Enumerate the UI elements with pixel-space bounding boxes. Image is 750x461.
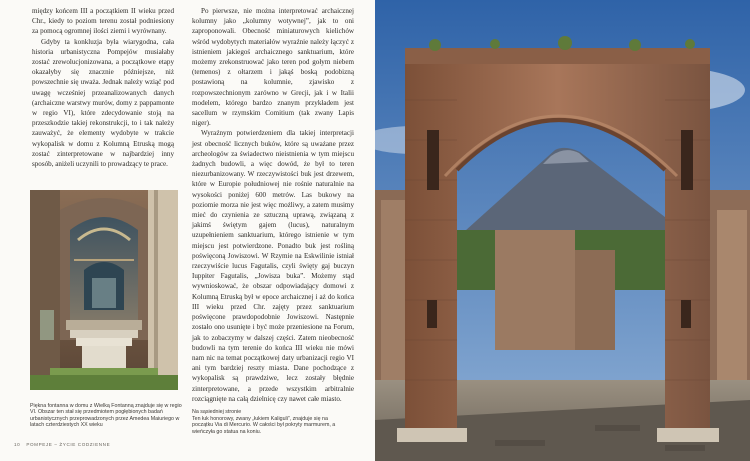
left-text-column [32, 6, 174, 169]
right-text-column [192, 6, 354, 404]
left-paragraph: między końcem III a początkiem II wieku przed Chr., kiedy to poziom terenu został podniesiony za pomocą ogromnej ilości ziemi i wyrównany. [32, 7, 174, 36]
running-head: POMPEJE – ŻYCIE CODZIENNE [26, 442, 111, 447]
arch-photo [375, 0, 750, 461]
right-photo-caption [192, 403, 337, 435]
page-number: 10 [14, 442, 21, 447]
folio [14, 442, 116, 447]
left-paragraph: Gdyby ta konkluzja była wiarygodna, cała historia urbanistyczna Pompejów musiałaby zostać zrewolucjonizowana, a początkowe etapy okazałyby się znacznie późniejsze, niż powszechnie się uważa. Jednak należy wziąć pod uwagę wcześniej przeanalizowanych danych (archaiczne warstwy murów, domy z pappamonte w regio VI), które zdecydowanie stoją na przeszkodzie takiej rekonstrukcji, to i tak należy zauważyć, że elementy wydobyte w trakcie wykopalisk w domu z Kolumną Etruską mogą zostać zinterpretowane w najbardziej inny sposób, aniżeli uczynili to prowadzący te prace. [32, 37, 174, 169]
caption-text: Na sąsiedniej stronie Ten łuk honorowy, zwany „łukiem Kaliguli”, znajduje się na początku Via di Mercurio. W całości był pokryty marmurem, a wieńczyła go statua na koniu. [192, 409, 336, 435]
right-paragraph: Po pierwsze, nie można interpretować archaicznej kolumny jako „kolumny wotywnej”, jak to oni zaproponowali. Obecność miniaturowych kielichów wśród wydobytych materiałów wyraźnie należy łączyć z istnieniem jakiegoś archaicznego sanktuarium, które możemy zrekonstruować jako teren pod gołym niebem (temenos) z ołtarzem i jakąś boską podobizną postawioną na kolumnie, zjawisko z rozpowszechnionym zarówno w Grecji, jak i w Italii modelem, którego bardzo znanym przykładem jest sacellum w rzymskim Comitium (tak zwany Lapis niger). [192, 7, 354, 128]
right-paragraph: Wyraźnym potwierdzeniem dla takiej interpretacji jest obecność licznych buków, które są uważane przez archeologów za świadectwo nieistnienia w tym miejscu żadnych budowli, a więc dowód, że był to teren niezurbanizowany. W rzeczywistości buk jest drzewem, które w Europie południowej nie rośnie naturalnie na wysokości poniżej 600 metrów. Las bukowy na poziomie morza nie jest więc możliwy, a zatem musimy mieć do czynienia ze sztuczną uprawą, związaną z jakimś świętym gajem (lucus), naturalnym uzupełnieniem sanktuarium, którego istnienie w tym miejscu jest potwierdzone. Ponadto buk jest rośliną poświęconą Jowiszowi. W Rzymie na Eskwilinie istniał rzeczywiście lucus Fagutalis, czyli święty gaj buczyn Iuppiter Fagutalis, „Jowisza buka”. Możemy stąd wywnioskować, że obszar odpowiadający domowi z Kolumną Etruską był w epoce archaicznej i aż do końca III wieku przed Chr. zajęty przez sanktuarium poświęcone prawdopodobnie Jowiszowi. Następnie zostało ono usunięte i być może przeniesione na Forum, jak to zobaczymy w dalszej części. Zatem nieobecność budowli na tym terenie do końca III wieku nie mówi nam nic na temat początkowej daty urbanizacji regio VI ani tym bardziej reszty miasta. Dane pochodzące z wykopalisk są prawdziwe, lecz zostały błędnie zinterpretowane, a przede wszystkim arbitralnie rozciągnięte na całą dzielnicę czy nawet całe miasto. [192, 129, 354, 403]
left-photo-caption: Piękna fontanna w domu z Wielką Fontanną znajduje się w regio VI. Obszar ten stał się przedmiotem pogłębionych badań urbanistycznych przeprowadzonych przez Amedea Maiuriego w latach czterdziestych XX wieku [30, 403, 182, 429]
fountain-photo [30, 190, 178, 390]
